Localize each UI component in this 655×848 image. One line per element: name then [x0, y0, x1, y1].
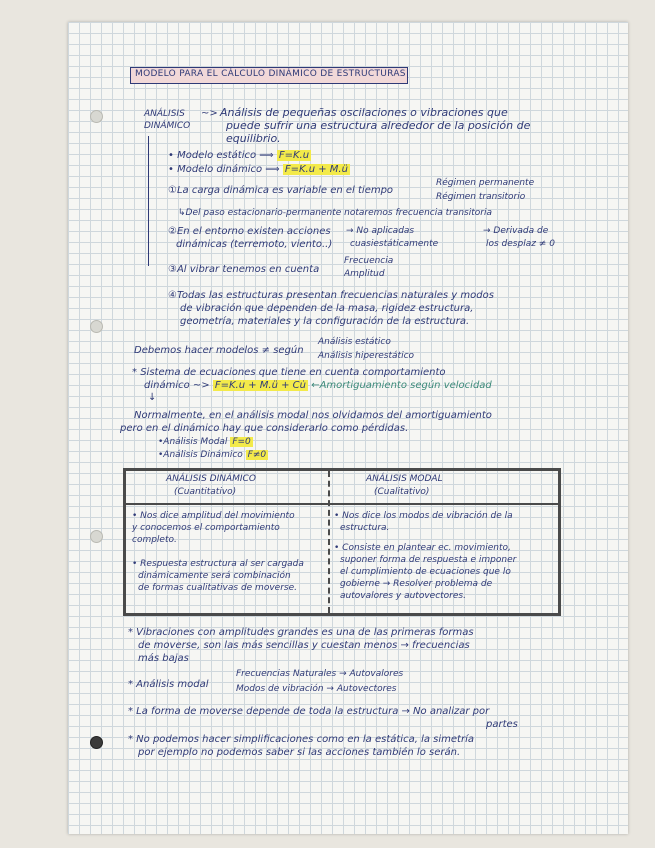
point1-text: ①La carga dinámica es variable en el tiempo [168, 185, 394, 196]
normal-line-2: pero en el dinámico hay que considerarlo como pérdidas. [120, 423, 409, 434]
table-right-line: autovalores y autovectores. [340, 591, 466, 601]
page-title: MODELO PARA EL CÁLCULO DINÁMICO DE ESTRUCTURAS [135, 69, 406, 79]
model-dynamic: • Modelo dinámico ⟹ F=K.u + M.ü [168, 164, 348, 175]
note-4-line-1: * No podemos hacer simplificaciones como en la estática, la simetría [128, 734, 474, 745]
point3-opt-1: Frecuencia [344, 256, 394, 266]
point3-text: ③Al vibrar tenemos en cuenta [168, 264, 320, 275]
point2-mid-2: cuasiestáticamente [350, 239, 439, 249]
dynamic-eq-label: F≠0 [247, 450, 267, 460]
point2-mid-1: → No aplicadas [346, 226, 415, 236]
normal-modal: •Análisis Modal F=0 [158, 437, 251, 447]
table-header-left: ANÁLISIS DINÁMICO [166, 474, 256, 484]
note-4-line-2: por ejemplo no podemos saber si las acciones también lo serán. [138, 747, 461, 758]
table-left-line: • Nos dice amplitud del movimiento [132, 511, 295, 521]
table-right-line: el cumplimiento de ecuaciones que lo [340, 567, 511, 577]
point1-sub: ↳Del paso estacionario-permanente notaremos frecuencia transitoria [178, 208, 492, 218]
point2-right-1: → Derivada de [483, 226, 549, 236]
table-header-right: ANÁLISIS MODAL [366, 474, 443, 484]
intro-line-2: puede sufrir una estructura alrededor de la posición de [226, 119, 531, 132]
models-needed-text: Debemos hacer modelos ≠ según [134, 345, 304, 356]
intro-line-1: Análisis de pequeñas oscilaciones o vibraciones que [220, 106, 508, 119]
system-line-1: * Sistema de ecuaciones que tiene en cuenta comportamiento [132, 367, 446, 378]
point4-line-3: geometría, materiales y la configuración de la estructura. [180, 316, 470, 327]
note-2: * Análisis modal [128, 679, 209, 690]
table-left-line: • Respuesta estructura al ser cargada [132, 559, 304, 569]
table-header-right-sub: (Cualitativo) [374, 487, 430, 497]
page-title-box [130, 67, 408, 84]
table-left-line: de formas cualitativas de moverse. [138, 583, 297, 593]
table-left-line: completo. [132, 535, 177, 545]
note-3-line-2: partes [486, 719, 518, 730]
normal-dynamic: •Análisis Dinámico F≠0 [158, 450, 267, 460]
point1-opt-2: Régimen transitorio [436, 192, 526, 202]
note-1-line-3: más bajas [138, 653, 189, 664]
intro-arrow: ~> [201, 108, 218, 119]
table-right-line: • Nos dice los modos de vibración de la [334, 511, 513, 521]
outline-bracket [148, 136, 149, 266]
note-1-line-1: * Vibraciones con amplitudes grandes es una de las primeras formas [128, 627, 474, 638]
table-right-line: estructura. [340, 523, 390, 533]
table-header-rule [126, 503, 558, 505]
point3-opt-2: Amplitud [344, 269, 385, 279]
point2-line-2: dinámicas (terremoto, viento..) [176, 239, 333, 250]
intro-line-3: equilibrio. [226, 132, 281, 145]
notebook-page [68, 22, 628, 834]
binder-hole [90, 320, 103, 333]
point4-line-1: ④Todas las estructuras presentan frecuencias naturales y modos [168, 290, 494, 301]
table-right-line: suponer forma de respuesta e imponer [340, 555, 517, 565]
point1-opt-1: Régimen permanente [436, 178, 535, 188]
system-equation: F=K.u + M.ü + Cu̇ [214, 380, 307, 391]
table-right-line: gobierne → Resolver problema de [340, 579, 493, 589]
damping-note: ←Amortiguamiento según velocidad [311, 380, 492, 391]
models-needed-opt-1: Análisis estático [318, 337, 391, 347]
model-static: • Modelo estático ⟹ F=K.u [168, 150, 310, 161]
table-divider [328, 471, 330, 613]
note-3-line-1: * La forma de moverse depende de toda la estructura → No analizar por [128, 706, 490, 717]
binder-hole [90, 736, 103, 749]
point4-line-2: de vibración que dependen de la masa, rigidez estructura, [180, 303, 474, 314]
dynamic-equation: F=K.u + M.ü [284, 164, 348, 175]
normal-line-1: Normalmente, en el análisis modal nos olvidamos del amortiguamiento [134, 410, 492, 421]
note-2-opt-1: Frecuencias Naturales → Autovalores [236, 669, 404, 679]
binder-hole [90, 530, 103, 543]
models-needed-opt-2: Análisis hiperestático [318, 351, 415, 361]
point2-right-2: los desplaz ≠ 0 [486, 239, 555, 249]
modal-equation: F=0 [232, 437, 251, 447]
table-left-line: y conocemos el comportamiento [132, 523, 280, 533]
note-2-opt-2: Modos de vibración → Autovectores [236, 684, 397, 694]
intro-label-2: DINÁMICO [144, 121, 191, 131]
table-right-line: • Consiste en plantear ec. movimiento, [334, 543, 511, 553]
table-header-left-sub: (Cuantitativo) [174, 487, 237, 497]
point2-line-1: ②En el entorno existen acciones [168, 226, 331, 237]
system-line-2: dinámico ~> F=K.u + M.ü + Cu̇ ←Amortiguamiento según velocidad [144, 380, 492, 391]
binder-hole [90, 110, 103, 123]
intro-label-1: ANÁLISIS [144, 109, 185, 119]
table-left-line: dinámicamente será combinación [138, 571, 291, 581]
note-1-line-2: de moverse, son las más sencillas y cuestan menos → frecuencias [138, 640, 470, 651]
static-equation: F=K.u [278, 150, 310, 161]
comparison-table [123, 468, 561, 616]
system-down-arrow: ↓ [148, 392, 157, 403]
